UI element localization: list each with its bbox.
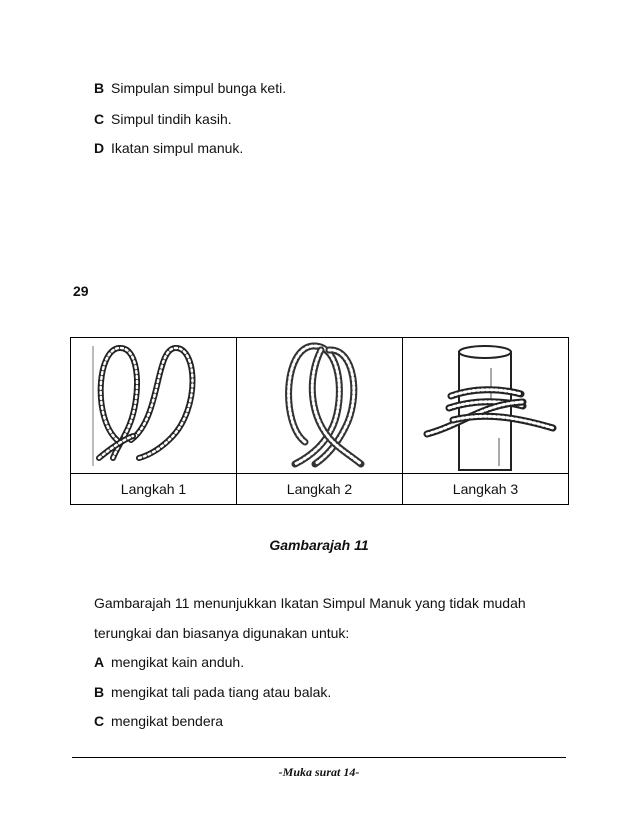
- option-a: [94, 653, 244, 671]
- option-letter: B: [94, 80, 105, 96]
- figure-cell-step-2: [237, 338, 403, 474]
- page-footer: -Muka surat 14-: [278, 765, 360, 779]
- figure-cell-step-1: [71, 338, 237, 474]
- option-letter: C: [94, 111, 105, 127]
- figure-cell-step-3: [403, 338, 569, 474]
- rope-loops-step2-image: [237, 338, 403, 473]
- option-text: Simpulan simpul bunga keti.: [111, 80, 287, 96]
- question-number: 29: [73, 283, 89, 299]
- footer-divider: [72, 757, 566, 758]
- option-d-prev: [94, 139, 243, 157]
- option-text: mengikat tali pada tiang atau balak.: [111, 684, 332, 700]
- option-letter: D: [94, 140, 105, 156]
- option-letter: C: [94, 713, 105, 729]
- option-text: Simpul tindih kasih.: [111, 111, 232, 127]
- step-label-3: Langkah 3: [403, 474, 569, 505]
- option-letter: B: [94, 684, 105, 700]
- figure-table: [70, 337, 569, 505]
- option-text: mengikat bendera: [111, 713, 224, 729]
- question-text-line-2: terungkai dan biasanya digunakan untuk:: [94, 625, 350, 641]
- option-b: [94, 683, 331, 701]
- clove-hitch-post-image: [403, 338, 569, 473]
- option-b-prev: [94, 79, 286, 97]
- option-text: Ikatan simpul manuk.: [111, 140, 244, 156]
- question-text-line-1: Gambarajah 11 menunjukkan Ikatan Simpul Manuk yang tidak mudah: [94, 595, 526, 611]
- step-label-2: Langkah 2: [237, 474, 403, 505]
- figure-caption: Gambarajah 11: [269, 537, 369, 553]
- option-text: mengikat kain anduh.: [111, 654, 245, 670]
- option-letter: A: [94, 654, 105, 670]
- option-c: [94, 712, 223, 730]
- option-c-prev: [94, 110, 232, 128]
- rope-loops-step1-image: [71, 338, 237, 473]
- step-label-1: Langkah 1: [71, 474, 237, 505]
